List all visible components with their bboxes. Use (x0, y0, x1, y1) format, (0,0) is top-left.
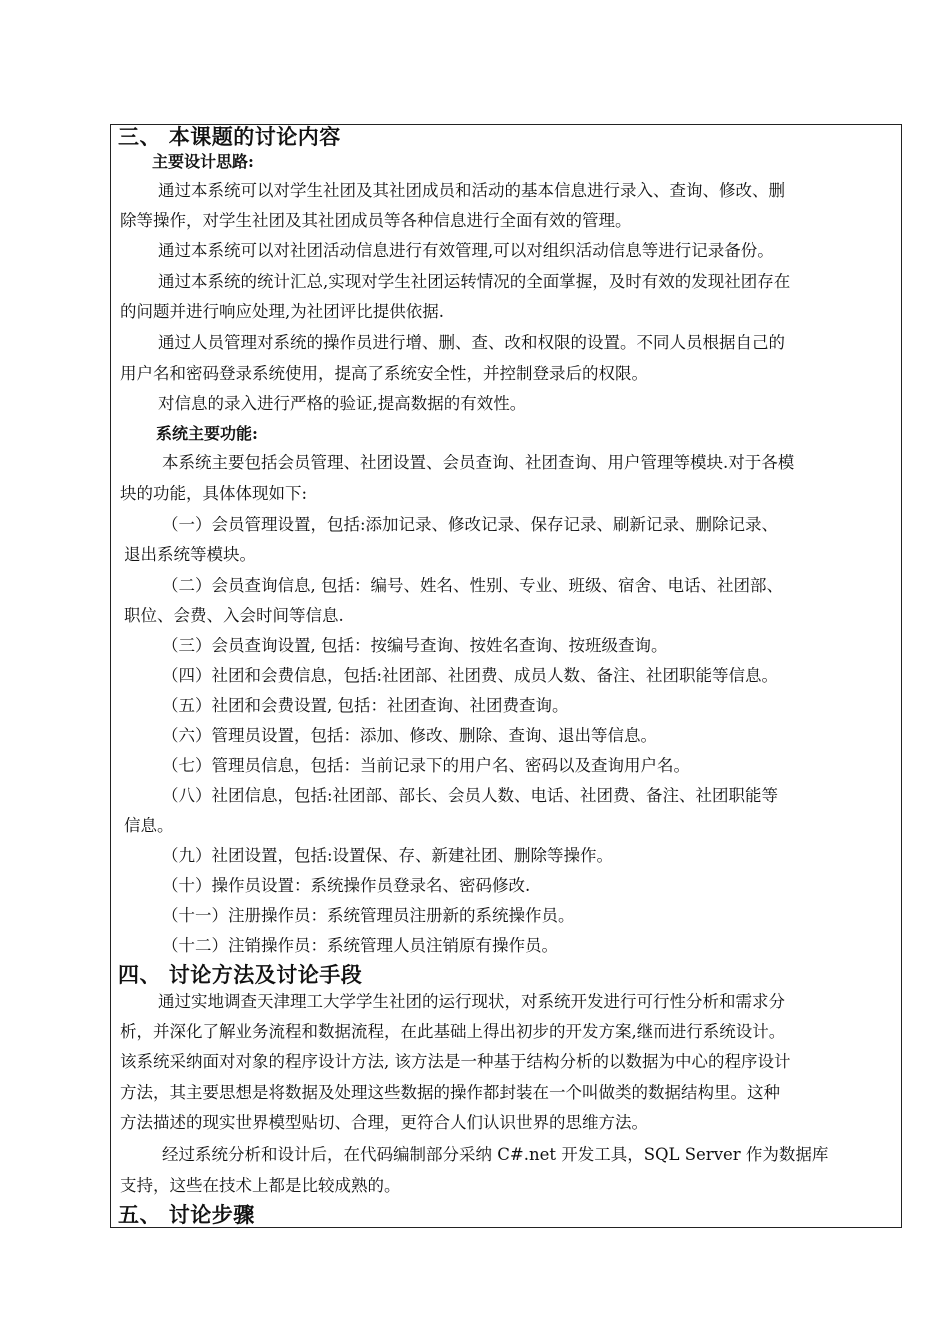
function-line-17: （十二）注销操作员：系统管理人员注销原有操作员。 (162, 936, 558, 955)
design-line-5: 的问题并进行响应处理,为社团评比提供依据. (120, 302, 444, 321)
method-line-6: 经过系统分析和设计后，在代码编制部分采纳 C#.net 开发工具，SQL Server 作为数据库 (162, 1145, 829, 1164)
design-line-7: 用户名和密码登录系统使用，提高了系统安全性，并控制登录后的权限。 (120, 364, 648, 383)
function-line-1: 本系统主要包括会员管理、社团设置、会员查询、社团查询、用户管理等模块.对于各模 (162, 453, 795, 472)
design-line-8: 对信息的录入进行严格的验证,提高数据的有效性。 (158, 394, 527, 413)
design-line-6: 通过人员管理对系统的操作员进行增、删、查、改和权限的设置。不同人员根据自己的 (158, 333, 785, 352)
function-line-2: 块的功能，具体体现如下: (120, 484, 308, 503)
function-line-6: 职位、会费、入会时间等信息. (124, 606, 344, 625)
design-line-3: 通过本系统可以对社团活动信息进行有效管理,可以对组织活动信息等进行记录备份。 (158, 241, 774, 260)
section-3-heading: 三、 本课题的讨论内容 (118, 124, 341, 149)
system-functions-title: 系统主要功能: (156, 424, 258, 443)
function-line-16: （十一）注册操作员：系统管理员注册新的系统操作员。 (162, 906, 575, 925)
section-5-heading: 五、 讨论步骤 (118, 1202, 255, 1227)
function-line-9: （五）社团和会费设置, 包括：社团查询、社团费查询。 (162, 696, 569, 715)
function-line-11: （七）管理员信息，包括：当前记录下的用户名、密码以及查询用户名。 (162, 756, 690, 775)
method-line-4: 方法，其主要思想是将数据及处理这些数据的操作都封装在一个叫做类的数据结构里。这种 (120, 1083, 780, 1102)
method-line-5: 方法描述的现实世界模型贴切、合理，更符合人们认识世界的思维方法。 (120, 1113, 648, 1132)
function-line-8: （四）社团和会费信息，包括:社团部、社团费、成员人数、备注、社团职能等信息。 (162, 666, 779, 685)
function-line-12: （八）社团信息，包括:社团部、部长、会员人数、电话、社团费、备注、社团职能等 (162, 786, 779, 805)
function-line-4: 退出系统等模块。 (124, 545, 256, 564)
method-line-7: 支持，这些在技术上都是比较成熟的。 (120, 1176, 401, 1195)
method-line-3: 该系统采纳面对对象的程序设计方法, 该方法是一种基于结构分析的以数据为中心的程序设计 (120, 1052, 791, 1071)
function-line-14: （九）社团设置，包括:设置保、存、新建社团、删除等操作。 (162, 846, 614, 865)
design-line-4: 通过本系统的统计汇总,实现对学生社团运转情况的全面掌握，及时有效的发现社团存在 (158, 272, 791, 291)
design-line-1: 通过本系统可以对学生社团及其社团成员和活动的基本信息进行录入、查询、修改、删 (158, 181, 785, 200)
function-line-3: （一）会员管理设置，包括:添加记录、修改记录、保存记录、刷新记录、删除记录、 (162, 515, 779, 534)
method-line-2: 析，并深化了解业务流程和数据流程，在此基础上得出初步的开发方案,继而进行系统设计。 (120, 1022, 786, 1041)
function-line-7: （三）会员查询设置, 包括：按编号查询、按姓名查询、按班级查询。 (162, 636, 668, 655)
function-line-15: （十）操作员设置：系统操作员登录名、密码修改. (162, 876, 531, 895)
design-ideas-title: 主要设计思路: (152, 152, 254, 171)
section-4-heading: 四、 讨论方法及讨论手段 (118, 962, 363, 987)
design-line-2: 除等操作，对学生社团及其社团成员等各种信息进行全面有效的管理。 (120, 211, 632, 230)
function-line-5: （二）会员查询信息, 包括：编号、姓名、性别、专业、班级、宿舍、电话、社团部、 (162, 576, 783, 595)
function-line-10: （六）管理员设置，包括：添加、修改、删除、查询、退出等信息。 (162, 726, 657, 745)
function-line-13: 信息。 (124, 816, 174, 835)
method-line-1: 通过实地调查天津理工大学学生社团的运行现状，对系统开发进行可行性分析和需求分 (158, 992, 785, 1011)
